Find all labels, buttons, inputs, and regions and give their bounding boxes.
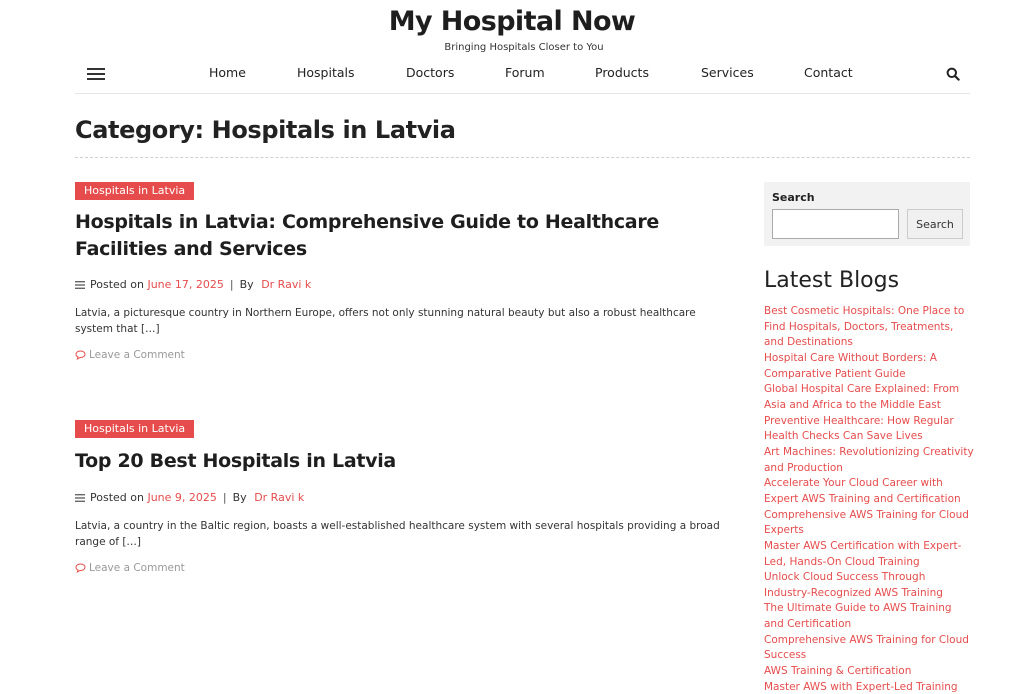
leave-comment-link[interactable] (75, 562, 185, 574)
latest-blog-link[interactable]: Comprehensive AWS Training for Cloud Experts (764, 508, 969, 537)
hamburger-icon[interactable] (87, 68, 105, 80)
category-badge[interactable]: Hospitals in Latvia (75, 420, 194, 438)
meta-separator: | (222, 491, 227, 504)
sidebar-search-widget (764, 182, 970, 246)
nav-item-forum[interactable]: Forum (505, 65, 545, 80)
search-input[interactable] (772, 209, 899, 239)
post-title[interactable]: Hospitals in Latvia: Comprehensive Guide to Healthcare Facilities and Services (75, 211, 659, 260)
nav-item-home[interactable]: Home (209, 65, 246, 80)
site-tagline: Bringing Hospitals Closer to You (444, 42, 604, 53)
leave-comment-link[interactable] (75, 349, 185, 361)
post-excerpt: Latvia, a picturesque country in Northern Europe, offers not only stunning natural beauty but also a robust healthcare system that […] (75, 307, 696, 335)
list-icon (75, 494, 85, 502)
category-badge[interactable]: Hospitals in Latvia (75, 182, 194, 200)
by-label: By (232, 491, 247, 504)
latest-blog-link[interactable]: Master AWS Certification with Expert-Led, Hands-On Cloud Training (764, 539, 962, 568)
comment-icon (75, 350, 86, 360)
post-author-link[interactable]: Dr Ravi k (254, 491, 305, 504)
search-label: Search (772, 191, 815, 204)
page-title: Category: Hospitals in Latvia (75, 116, 456, 144)
comment-label[interactable]: Leave a Comment (89, 562, 185, 574)
latest-blog-link[interactable]: The Ultimate Guide to AWS Training and Certification (764, 602, 952, 631)
latest-blog-link[interactable]: Unlock Cloud Success Through Industry-Recognized AWS Training (764, 571, 943, 599)
post-author-link[interactable]: Dr Ravi k (261, 278, 312, 291)
latest-blog-link[interactable]: Global Hospital Care Explained: From Asia and Africa to the Middle East (764, 383, 960, 411)
posted-on-label: Posted on (90, 491, 144, 504)
comment-icon (75, 563, 86, 573)
post-meta (75, 278, 311, 291)
main-navigation (75, 62, 970, 94)
comment-label[interactable]: Leave a Comment (89, 349, 185, 361)
latest-blog-link[interactable]: Master AWS with Expert-Led Training (764, 680, 958, 693)
latest-blog-link[interactable]: AWS Training & Certification (764, 665, 912, 678)
nav-item-contact[interactable]: Contact (804, 65, 853, 80)
list-icon (75, 281, 85, 289)
post-excerpt: Latvia, a country in the Baltic region, boasts a well-established healthcare system with several hospitals providing a broad range of […] (75, 520, 720, 548)
by-label: By (239, 278, 254, 291)
posted-on-label: Posted on (90, 278, 144, 291)
search-icon[interactable] (946, 67, 960, 81)
latest-blog-link[interactable]: Preventive Healthcare: How Regular Health Checks Can Save Lives (764, 414, 954, 443)
site-title[interactable]: My Hospital Now (388, 6, 636, 37)
post-date-link[interactable]: June 17, 2025 (147, 278, 224, 291)
nav-item-services[interactable]: Services (701, 65, 754, 80)
title-divider (75, 157, 970, 158)
post-meta (75, 491, 304, 504)
meta-separator: | (229, 278, 234, 291)
post-title[interactable]: Top 20 Best Hospitals in Latvia (75, 450, 396, 472)
latest-blog-link[interactable]: Hospital Care Without Borders: A Comparative Patient Guide (764, 351, 937, 380)
latest-blogs-heading: Latest Blogs (764, 268, 900, 293)
nav-item-hospitals[interactable]: Hospitals (297, 65, 355, 80)
search-button[interactable]: Search (907, 209, 963, 239)
latest-blogs-list (764, 304, 974, 694)
nav-item-doctors[interactable]: Doctors (406, 65, 455, 80)
latest-blog-link[interactable]: Art Machines: Revolutionizing Creativity and Production (764, 445, 974, 474)
latest-blog-link[interactable]: Accelerate Your Cloud Career with Expert AWS Training and Certification (764, 477, 961, 505)
post-date-link[interactable]: June 9, 2025 (147, 491, 217, 504)
nav-item-products[interactable]: Products (595, 65, 649, 80)
latest-blog-link[interactable]: Best Cosmetic Hospitals: One Place to Find Hospitals, Doctors, Treatments, and Destinations (764, 305, 965, 349)
latest-blog-link[interactable]: Comprehensive AWS Training for Cloud Success (764, 633, 969, 662)
